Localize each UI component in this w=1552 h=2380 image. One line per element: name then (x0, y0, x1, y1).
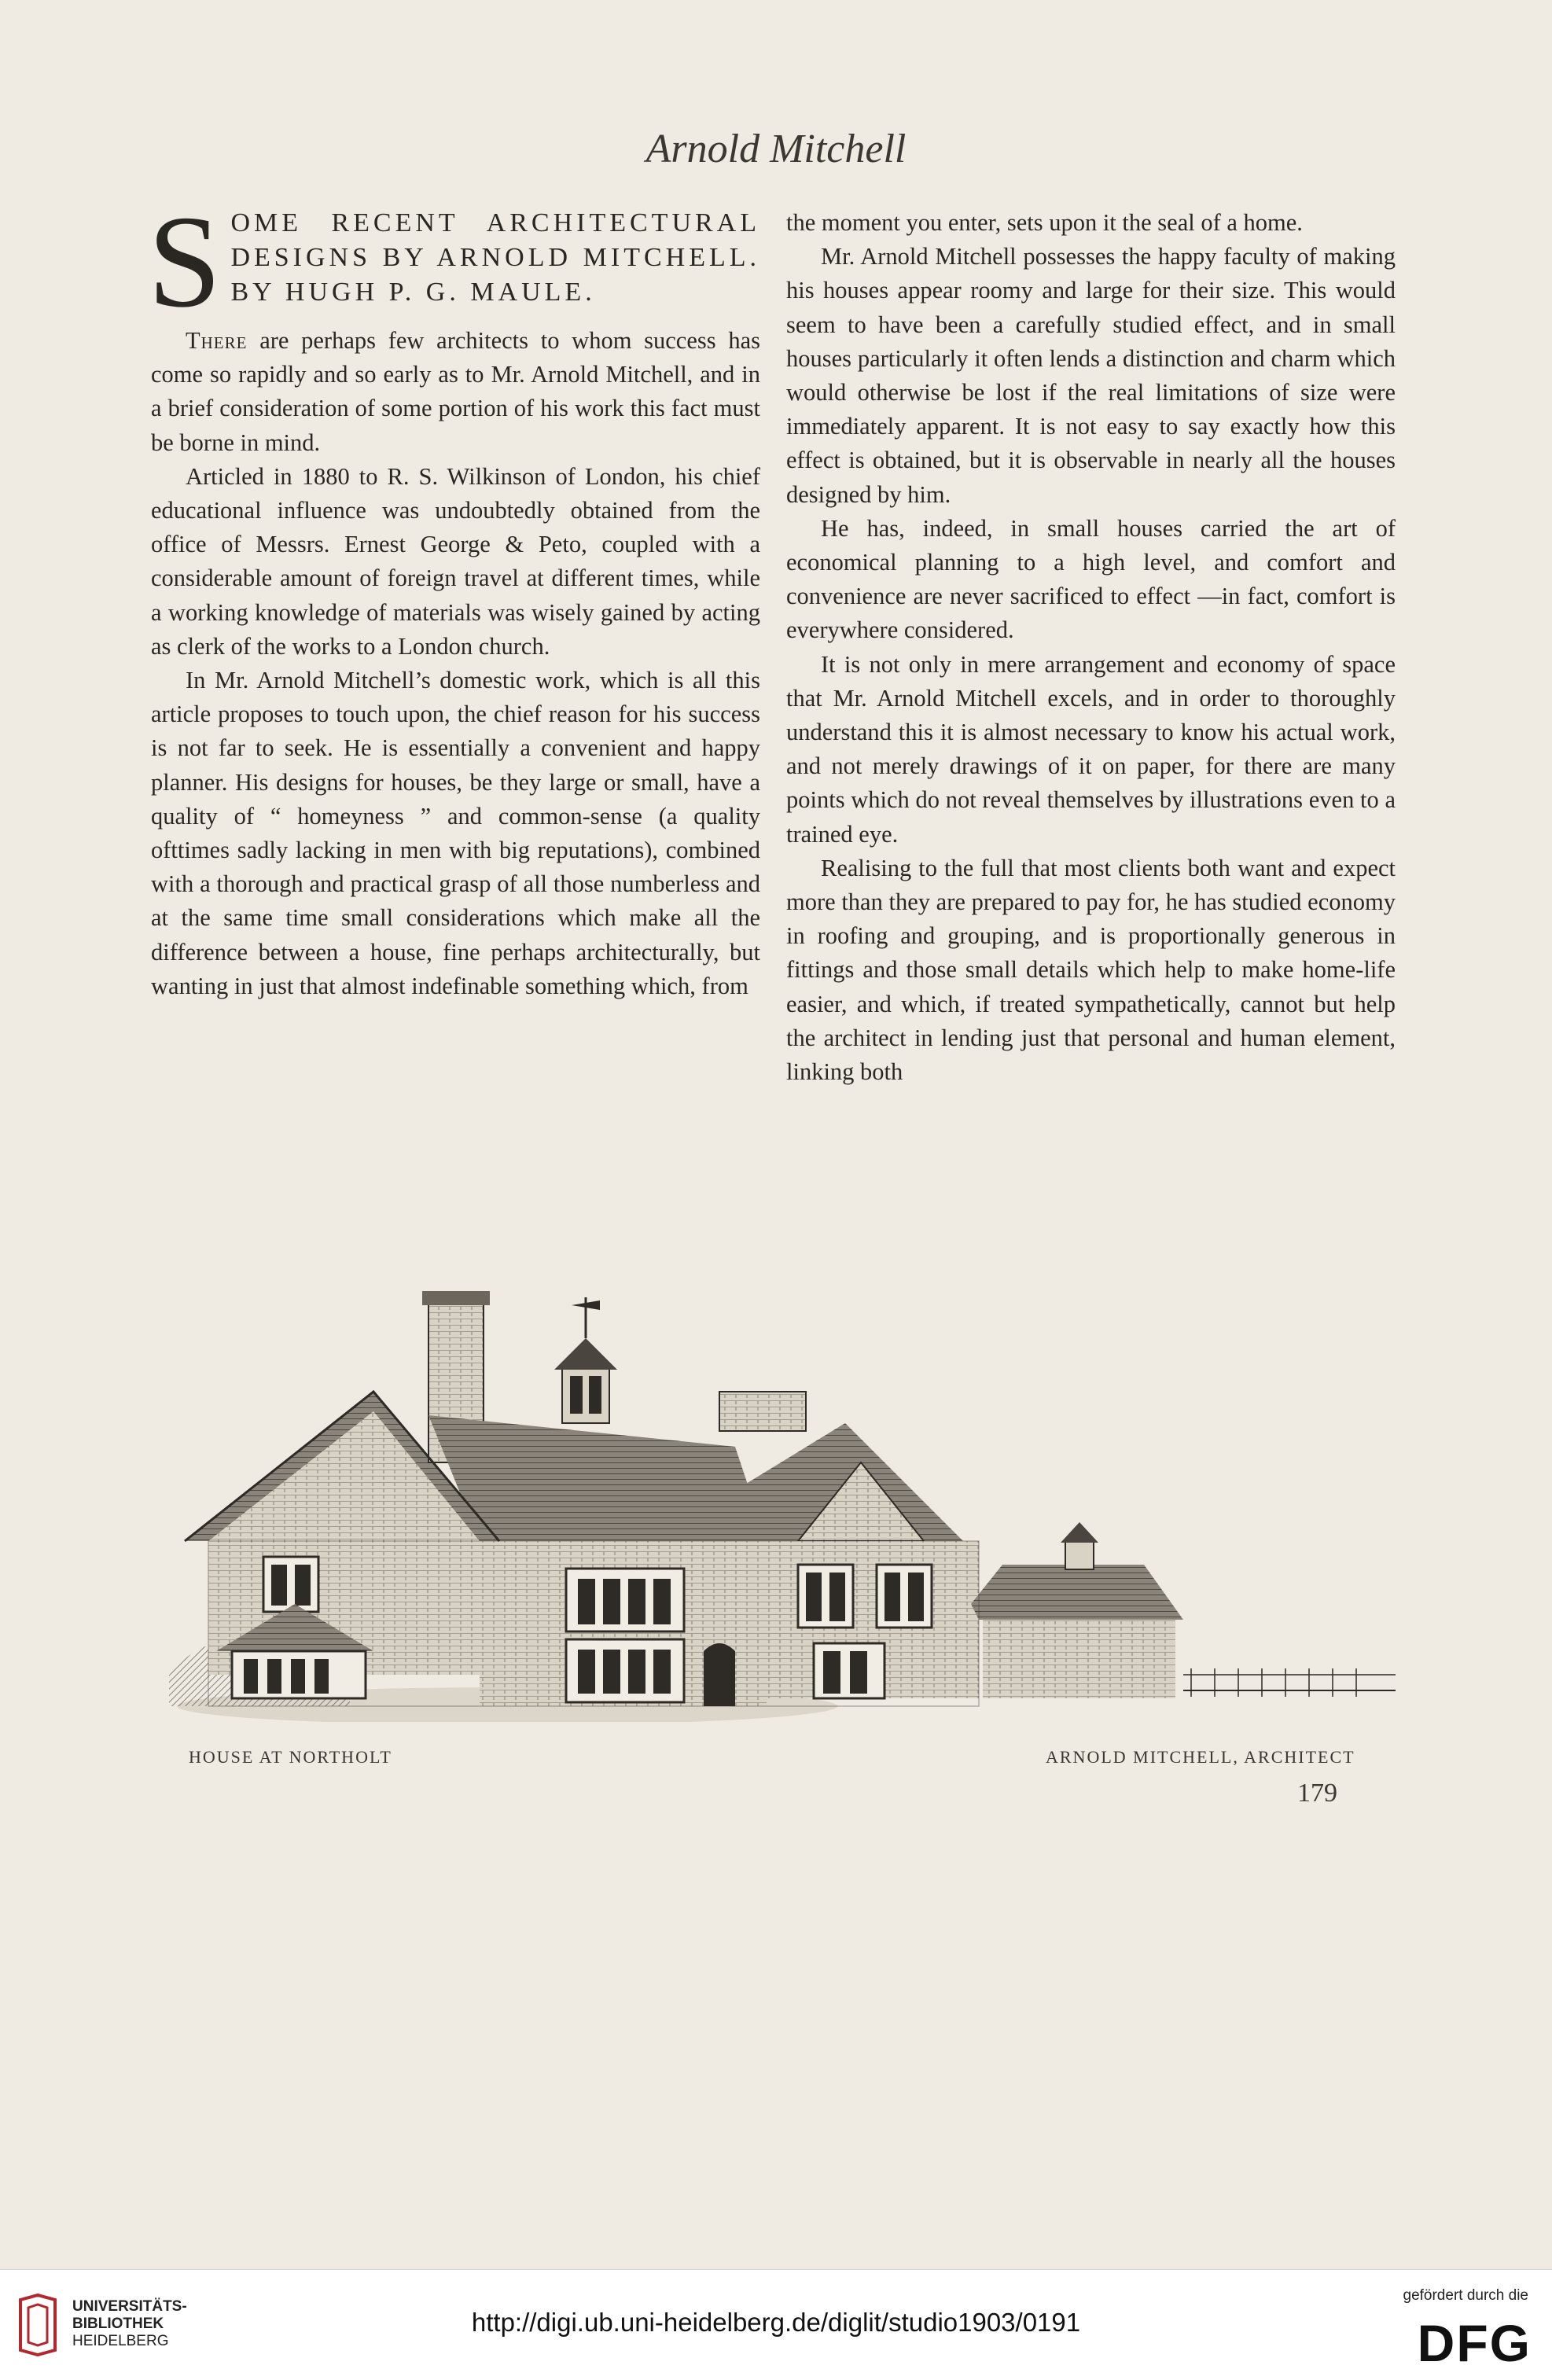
source-url-link[interactable]: http://digi.ub.uni-heidelberg.de/diglit/studio1903/0191 (471, 2308, 1081, 2337)
running-head: Arnold Mitchell (645, 127, 907, 171)
article-headline (148, 189, 760, 335)
body-paragraph (151, 664, 760, 1003)
body-paragraph (151, 324, 760, 460)
library-name-line: HEIDELBERG (72, 2333, 169, 2349)
funder-note: gefördert durch die (1403, 2287, 1528, 2304)
headline-text: OME RECENT ARCHITECTURAL DESIGNS BY ARNOLD MITCHELL. BY HUGH P. G. MAULE. (230, 208, 760, 307)
body-paragraph: the moment you enter, sets upon it the seal of a home. (786, 209, 1303, 236)
left-paragraphs (151, 324, 760, 1003)
figure-credit: ARNOLD MITCHELL, ARCHITECT (1046, 1747, 1355, 1767)
body-paragraph: It is not only in mere arrangement and economy of space that Mr. Arnold Mitchell excels, and in order to thoroughly understand this it is almost necessary to know his actual work, and not merely drawings of it on paper, for there are many points which do not reveal themselves by illustrations even to a trained eye. (786, 650, 1396, 848)
house-engraving-illustration (169, 1282, 1396, 1722)
library-name-line: UNIVERSITÄTS- (72, 2298, 187, 2315)
paragraph-text: In Mr. Arnold Mitchell’s domestic work, which is all this article proposes to touch upon, the chief reason for his success is not far to seek. He is essentially a convenient and happy planner. His designs for houses, be they large or small, have a quality of “ homeyness ” and common-sense (a quality ofttimes sadly lacking in men with big reputations), combined with a thorough and practical grasp of all those numberless and at the same time small considerations which make all the difference between a house, fine perhaps architecturally, but wanting in just that almost indefinable something which, from (151, 667, 760, 999)
paragraph-text: Articled in 1880 to R. S. Wilkinson of London, his chief educational influence was undoubtedly obtained from the office of Messrs. Ernest George & Peto, coupled with a considerable amount of foreign travel at different times, while a working knowledge of materials was wisely gained by acting as clerk of the works to a London church. (151, 462, 760, 660)
body-paragraph (151, 460, 760, 664)
left-column (148, 189, 760, 1003)
figure-caption: HOUSE AT NORTHOLT (189, 1747, 392, 1767)
page-number: 179 (1297, 1779, 1337, 1808)
digitization-footer (0, 2269, 1552, 2380)
body-paragraph: Realising to the full that most clients both want and expect more than they are prepared to pay for, he has studied economy in roofing and grouping, and is proportionally generous in fittings and those small details which help to make home-life easier, and which, if treated sympathetically, cannot but help the architect in lending just that personal and human element, linking both (786, 854, 1396, 1086)
body-paragraph: He has, indeed, in small houses carried the art of economical planning to a high level, and comfort and convenience are never sacrificed to effect —in fact, comfort is everywhere considered. (786, 514, 1396, 644)
paragraph-text: are perhaps few architects to whom success has come so rapidly and so early as to Mr. Arnold Mitchell, and in a brief consideration of some portion of his work this fact must be borne in mind. (151, 327, 760, 456)
right-column (786, 206, 1396, 1089)
library-name-line: BIBLIOTHEK (72, 2316, 164, 2332)
paragraph-lead-word: There (186, 327, 248, 354)
dfg-logo: DFG (1417, 2314, 1532, 2372)
right-paragraphs (786, 206, 1396, 1089)
drop-cap: S (148, 189, 222, 335)
body-paragraph: Mr. Arnold Mitchell possesses the happy faculty of making his houses appear roomy and large for their size. This would seem to have been a carefully studied effect, and in small houses particularly it often lends a distinction and charm which would otherwise be lost if the real limitations of size were immediately apparent. It is not easy to say exactly how this effect is obtained, but it is observable in nearly all the houses designed by him. (786, 243, 1396, 508)
